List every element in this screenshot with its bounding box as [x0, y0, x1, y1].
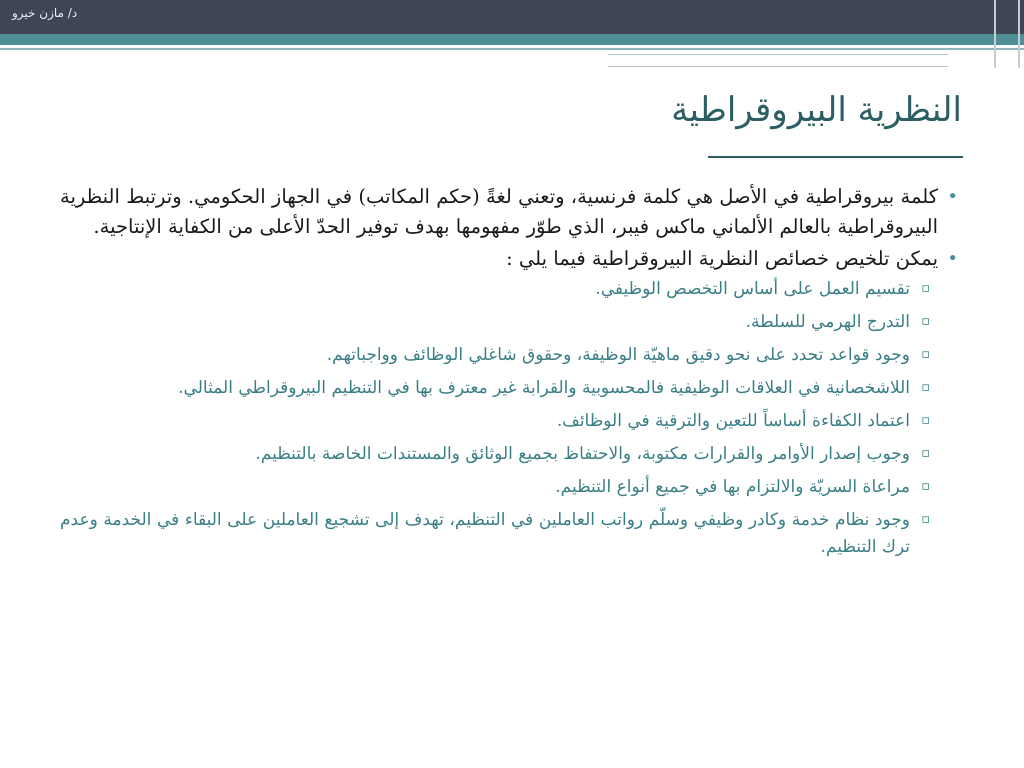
sub-bullet-text: تقسيم العمل على أساس التخصص الوظيفي.: [595, 279, 910, 299]
sub-bullet-item: [60, 441, 960, 468]
bullet-icon: •: [947, 248, 958, 269]
slide-title: النظرية البيروقراطية: [671, 90, 962, 130]
sub-bullet-item: [60, 474, 960, 501]
square-bullet-icon: ▫: [921, 512, 930, 527]
sub-bullet-item: [60, 309, 960, 336]
sub-bullet-item: [60, 276, 960, 303]
author-label: د/ مازن خيرو: [12, 6, 78, 20]
square-bullet-icon: ▫: [921, 314, 930, 329]
header-accent-band: [0, 34, 1024, 45]
bullet-item: [60, 244, 960, 274]
square-bullet-icon: ▫: [921, 413, 930, 428]
header-accent-line: [0, 48, 1024, 50]
square-bullet-icon: ▫: [921, 479, 930, 494]
title-underline: [708, 156, 963, 158]
side-decor-panel: [994, 0, 1020, 68]
sub-bullet-list: [60, 276, 960, 561]
bullet-item: [60, 182, 960, 242]
sub-bullet-item: [60, 342, 960, 369]
square-bullet-icon: ▫: [921, 347, 930, 362]
bullet-text: يمكن تلخيص خصائص النظرية البيروقراطية فيما يلي :: [506, 247, 938, 270]
sub-bullet-item: [60, 408, 960, 435]
slide-content: [60, 182, 960, 567]
sub-bullet-text: وجوب إصدار الأوامر والقرارات مكتوبة، والاحتفاظ بجميع الوثائق والمستندات الخاصة بالتنظيم.: [255, 444, 910, 464]
sub-bullet-text: التدرج الهرمي للسلطة.: [745, 312, 910, 332]
sub-bullet-text: مراعاة السريّة والالتزام بها في جميع أنواع التنظيم.: [555, 477, 910, 497]
decor-line: [608, 54, 948, 55]
sub-bullet-text: وجود نظام خدمة وكادر وظيفي وسلّم رواتب العاملين في التنظيم، تهدف إلى تشجيع العاملين على البقاء في الخدمة وعدم ترك التنظيم.: [60, 510, 910, 557]
square-bullet-icon: ▫: [921, 380, 930, 395]
sub-bullet-item: [60, 375, 960, 402]
decor-line: [608, 66, 948, 67]
square-bullet-icon: ▫: [921, 446, 930, 461]
square-bullet-icon: ▫: [921, 281, 930, 296]
sub-bullet-item: [60, 507, 960, 561]
slide-header-bar: [0, 0, 1024, 34]
sub-bullet-text: اللاشخصانية في العلاقات الوظيفية فالمحسوبية والقرابة غير معترف بها في التنظيم البيروقراطي المثالي.: [178, 378, 910, 398]
bullet-icon: •: [947, 186, 958, 207]
bullet-text: كلمة بيروقراطية في الأصل هي كلمة فرنسية، وتعني لغةً (حكم المكاتب) في الجهاز الحكومي. وترتبط النظرية البيروقراطية بالعالم الألماني ماكس فيبر، الذي طوّر مفهومها بهدف توفير الحدّ الأعلى من الكفاية الإنتاجية.: [60, 185, 938, 238]
sub-bullet-text: وجود قواعد تحدد على نحو دقيق ماهيّة الوظيفة، وحقوق شاغلي الوظائف وواجباتهم.: [326, 345, 910, 365]
sub-bullet-text: اعتماد الكفاءة أساساً للتعين والترقية في الوظائف.: [556, 411, 910, 431]
